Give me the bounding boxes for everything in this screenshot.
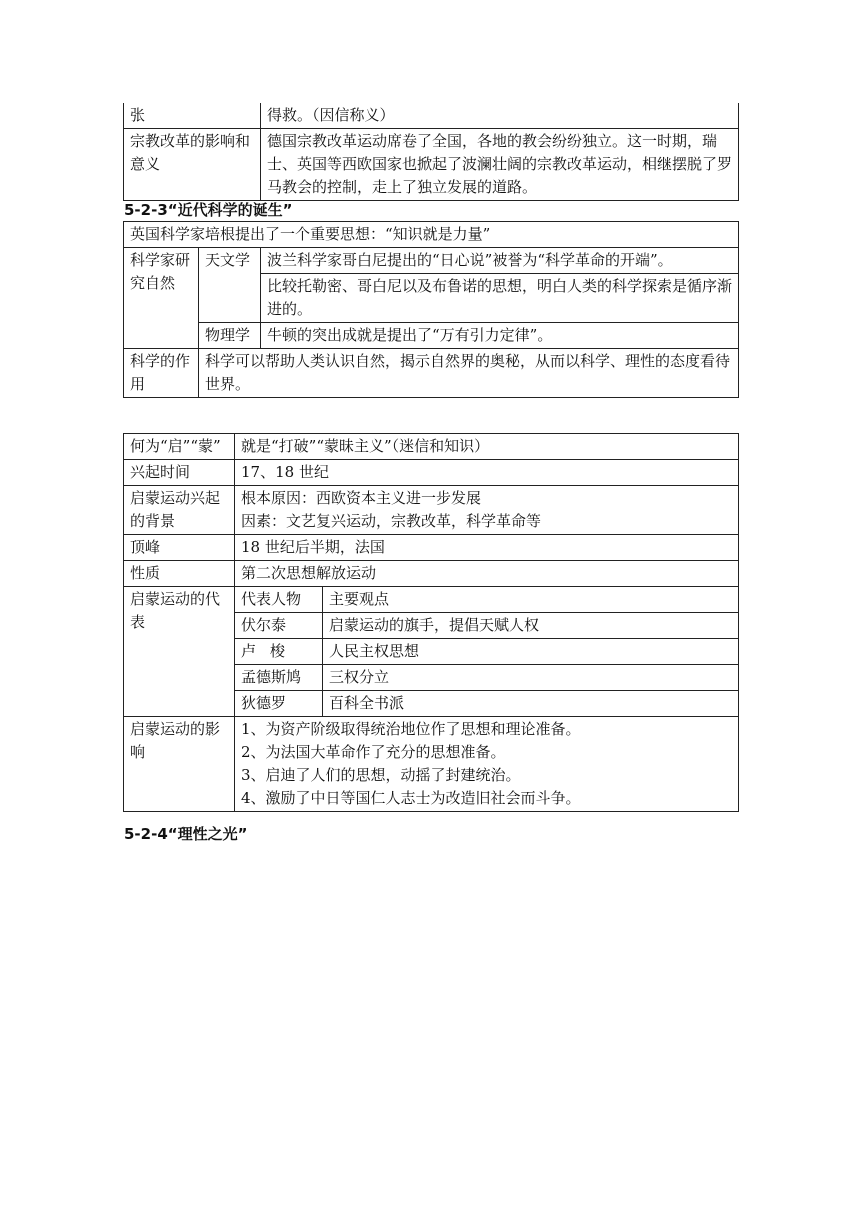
table-row (124, 535, 739, 561)
impact-label: 启蒙运动的影响 (124, 717, 235, 812)
science-table (123, 221, 739, 398)
peak-label: 顶峰 (124, 535, 235, 561)
table-row (124, 349, 739, 398)
background-text (235, 486, 739, 535)
background-line: 根本原因：西欧资本主义进一步发展 (241, 489, 482, 507)
rep-person: 孟德斯鸠 (235, 665, 323, 691)
impact-item: 3、启迪了人们的思想，动摇了封建统治。 (241, 766, 521, 784)
table-row (124, 717, 739, 812)
table-row (124, 129, 739, 201)
row-header: 张 (124, 103, 261, 129)
science-intro: 英国科学家培根提出了一个重要思想：“知识就是力量” (124, 222, 739, 248)
table-row (124, 222, 739, 248)
table-row (124, 323, 739, 349)
impact-item: 2、为法国大革命作了充分的思想准备。 (241, 743, 506, 761)
time-text: 17、18 世纪 (235, 460, 739, 486)
time-label: 兴起时间 (124, 460, 235, 486)
astronomy-label: 天文学 (199, 248, 261, 323)
table-row (124, 248, 739, 274)
astronomy-item: 波兰科学家哥白尼提出的“日心说”被誉为“科学革命的开端”。 (261, 248, 739, 274)
impact-item: 4、激励了中日等国仁人志士为改造旧社会而斗争。 (241, 789, 581, 807)
role-label: 科学的作用 (124, 349, 199, 398)
rep-view: 启蒙运动的旗手，提倡天赋人权 (323, 613, 739, 639)
reps-header-person: 代表人物 (235, 587, 323, 613)
research-label: 科学家研究自然 (124, 248, 199, 349)
enlightenment-table (123, 433, 739, 812)
reps-label: 启蒙运动的代表 (124, 587, 235, 717)
impact-item: 1、为资产阶级取得统治地位作了思想和理论准备。 (241, 720, 581, 738)
physics-item: 牛顿的突出成就是提出了“万有引力定律”。 (261, 323, 739, 349)
section-heading-5-2-3: 5-2-3“近代科学的诞生” (124, 201, 293, 219)
impact-list (235, 717, 739, 812)
nature-label: 性质 (124, 561, 235, 587)
rep-view: 人民主权思想 (323, 639, 739, 665)
rep-view: 百科全书派 (323, 691, 739, 717)
reformation-table (123, 103, 739, 201)
table-row (124, 561, 739, 587)
table-row (124, 587, 739, 613)
rep-person: 卢梭 (235, 639, 323, 665)
rep-person: 伏尔泰 (235, 613, 323, 639)
astronomy-item: 比较托勒密、哥白尼以及布鲁诺的思想，明白人类的科学探索是循序渐进的。 (261, 274, 739, 323)
role-text: 科学可以帮助人类认识自然，揭示自然界的奥秘，从而以科学、理性的态度看待世界。 (199, 349, 739, 398)
section-heading-5-2-4: 5-2-4“理性之光” (124, 825, 248, 843)
nature-text: 第二次思想解放运动 (235, 561, 739, 587)
rep-view: 三权分立 (323, 665, 739, 691)
row-header: 宗教改革的影响和意义 (124, 129, 261, 201)
table-row (124, 434, 739, 460)
physics-label: 物理学 (199, 323, 261, 349)
background-label: 启蒙运动兴起的背景 (124, 486, 235, 535)
table-row (124, 103, 739, 129)
background-line: 因素：文艺复兴运动，宗教改革，科学革命等 (241, 512, 542, 530)
meaning-label: 何为“启”“蒙” (124, 434, 235, 460)
table-row (124, 486, 739, 535)
row-content: 德国宗教改革运动席卷了全国，各地的教会纷纷独立。这一时期，瑞士、英国等西欧国家也掀起了波澜壮阔的宗教改革运动，相继摆脱了罗马教会的控制，走上了独立发展的道路。 (261, 129, 739, 201)
table-row (124, 460, 739, 486)
meaning-text: 就是“打破”“蒙昧主义”（迷信和知识） (235, 434, 739, 460)
row-content: 得救。（因信称义） (261, 103, 739, 129)
rep-person: 狄德罗 (235, 691, 323, 717)
peak-text: 18 世纪后半期，法国 (235, 535, 739, 561)
reps-header-view: 主要观点 (323, 587, 739, 613)
